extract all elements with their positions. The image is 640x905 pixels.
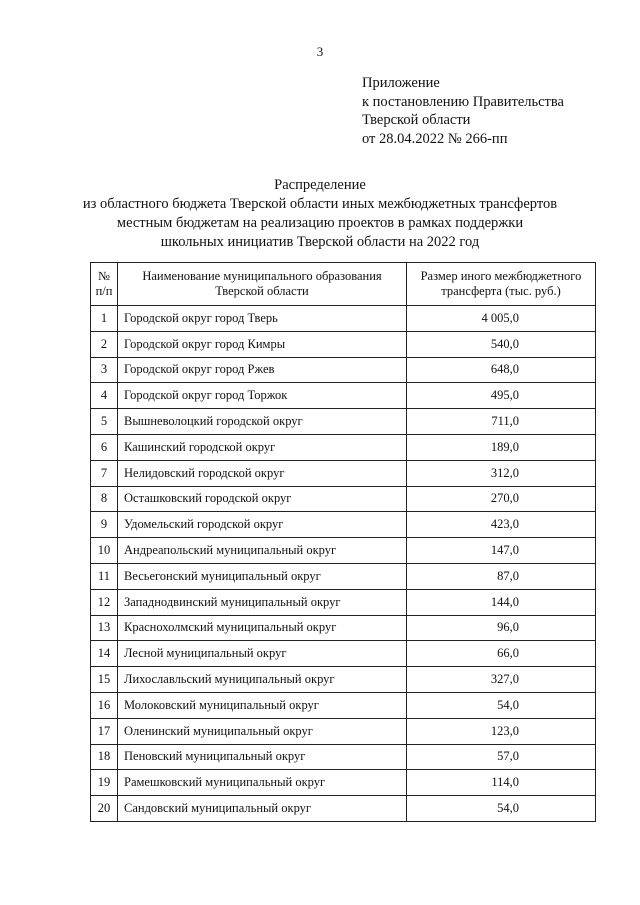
heading-line: школьных инициатив Тверской области на 2022 год [160, 234, 480, 250]
row-municipality: Нелидовский городской округ [118, 460, 407, 486]
row-number: 13 [91, 615, 118, 641]
header-num [91, 263, 118, 306]
row-municipality: Пеновский муниципальный округ [118, 744, 407, 770]
table-row [91, 306, 596, 332]
row-municipality: Лесной муниципальный округ [118, 641, 407, 667]
table-row [91, 692, 596, 718]
header-name [118, 263, 407, 306]
table-body [91, 306, 596, 822]
row-municipality: Краснохолмский муниципальный округ [118, 615, 407, 641]
table-row [91, 434, 596, 460]
table-row [91, 357, 596, 383]
row-municipality: Городской округ город Кимры [118, 331, 407, 357]
row-number: 5 [91, 409, 118, 435]
row-amount: 270,0 [407, 486, 596, 512]
row-number: 18 [91, 744, 118, 770]
row-municipality: Сандовский муниципальный округ [118, 796, 407, 822]
row-amount: 189,0 [407, 434, 596, 460]
row-number: 6 [91, 434, 118, 460]
row-amount: 147,0 [407, 538, 596, 564]
row-number: 20 [91, 796, 118, 822]
row-number: 10 [91, 538, 118, 564]
header-num-line2: п/п [95, 284, 113, 298]
header-amount-line1: Размер иного межбюджетного [420, 269, 582, 283]
row-number: 17 [91, 718, 118, 744]
appendix-line: Тверской области [362, 112, 471, 128]
row-municipality: Городской округ город Тверь [118, 306, 407, 332]
row-number: 1 [91, 306, 118, 332]
row-number: 14 [91, 641, 118, 667]
appendix-line: от 28.04.2022 № 266-пп [362, 130, 508, 147]
row-municipality: Рамешковский муниципальный округ [118, 770, 407, 796]
table-row [91, 383, 596, 409]
table-row [91, 486, 596, 512]
row-amount: 54,0 [407, 796, 596, 822]
row-amount: 423,0 [407, 512, 596, 538]
row-amount: 123,0 [407, 718, 596, 744]
row-number: 19 [91, 770, 118, 796]
heading-line: местным бюджетам на реализацию проектов в рамках поддержки [116, 215, 524, 231]
row-number: 7 [91, 460, 118, 486]
row-number: 15 [91, 667, 118, 693]
table-row [91, 331, 596, 357]
header-name-line1: Наименование муниципального образования [142, 269, 382, 283]
row-municipality: Весьегонский муниципальный округ [118, 563, 407, 589]
table-row [91, 538, 596, 564]
table-row [91, 770, 596, 796]
distribution-table [90, 262, 596, 822]
row-amount: 312,0 [407, 460, 596, 486]
row-amount: 327,0 [407, 667, 596, 693]
row-municipality: Городской округ город Торжок [118, 383, 407, 409]
row-municipality: Вышневолоцкий городской округ [118, 409, 407, 435]
document-heading [0, 176, 640, 252]
row-number: 16 [91, 692, 118, 718]
appendix-block [362, 74, 564, 148]
row-number: 3 [91, 357, 118, 383]
header-amount [407, 263, 596, 306]
table-header-row [91, 263, 596, 306]
row-number: 12 [91, 589, 118, 615]
row-number: 2 [91, 331, 118, 357]
row-amount: 711,0 [407, 409, 596, 435]
row-municipality: Андреапольский муниципальный округ [118, 538, 407, 564]
appendix-line: Приложение [362, 75, 440, 91]
page-number: 3 [316, 44, 324, 59]
table-row [91, 641, 596, 667]
row-number: 8 [91, 486, 118, 512]
row-municipality: Городской округ город Ржев [118, 357, 407, 383]
table-row [91, 460, 596, 486]
row-municipality: Молоковский муниципальный округ [118, 692, 407, 718]
row-municipality: Удомельский городской округ [118, 512, 407, 538]
row-amount: 4 005,0 [407, 306, 596, 332]
row-municipality: Осташковский городской округ [118, 486, 407, 512]
table-row [91, 796, 596, 822]
table-row [91, 718, 596, 744]
heading-line: Распределение [274, 177, 366, 193]
row-number: 11 [91, 563, 118, 589]
table-row [91, 615, 596, 641]
row-amount: 648,0 [407, 357, 596, 383]
row-municipality: Лихославльский муниципальный округ [118, 667, 407, 693]
row-municipality: Западнодвинский муниципальный округ [118, 589, 407, 615]
heading-line: из областного бюджета Тверской области иных межбюджетных трансфертов [82, 196, 558, 212]
row-amount: 495,0 [407, 383, 596, 409]
row-municipality: Оленинский муниципальный округ [118, 718, 407, 744]
table-row [91, 589, 596, 615]
table-row [91, 563, 596, 589]
table-row [91, 744, 596, 770]
row-amount: 96,0 [407, 615, 596, 641]
header-amount-line2: трансферта (тыс. руб.) [441, 284, 561, 298]
table-row [91, 667, 596, 693]
row-amount: 540,0 [407, 331, 596, 357]
appendix-line: к постановлению Правительства [362, 93, 564, 110]
row-municipality: Кашинский городской округ [118, 434, 407, 460]
row-amount: 114,0 [407, 770, 596, 796]
header-name-line2: Тверской области [215, 284, 309, 298]
row-amount: 144,0 [407, 589, 596, 615]
header-num-line1: № [98, 269, 110, 283]
row-amount: 54,0 [407, 692, 596, 718]
table-row [91, 409, 596, 435]
row-amount: 66,0 [407, 641, 596, 667]
row-number: 9 [91, 512, 118, 538]
row-amount: 87,0 [407, 563, 596, 589]
table-row [91, 512, 596, 538]
row-amount: 57,0 [407, 744, 596, 770]
row-number: 4 [91, 383, 118, 409]
